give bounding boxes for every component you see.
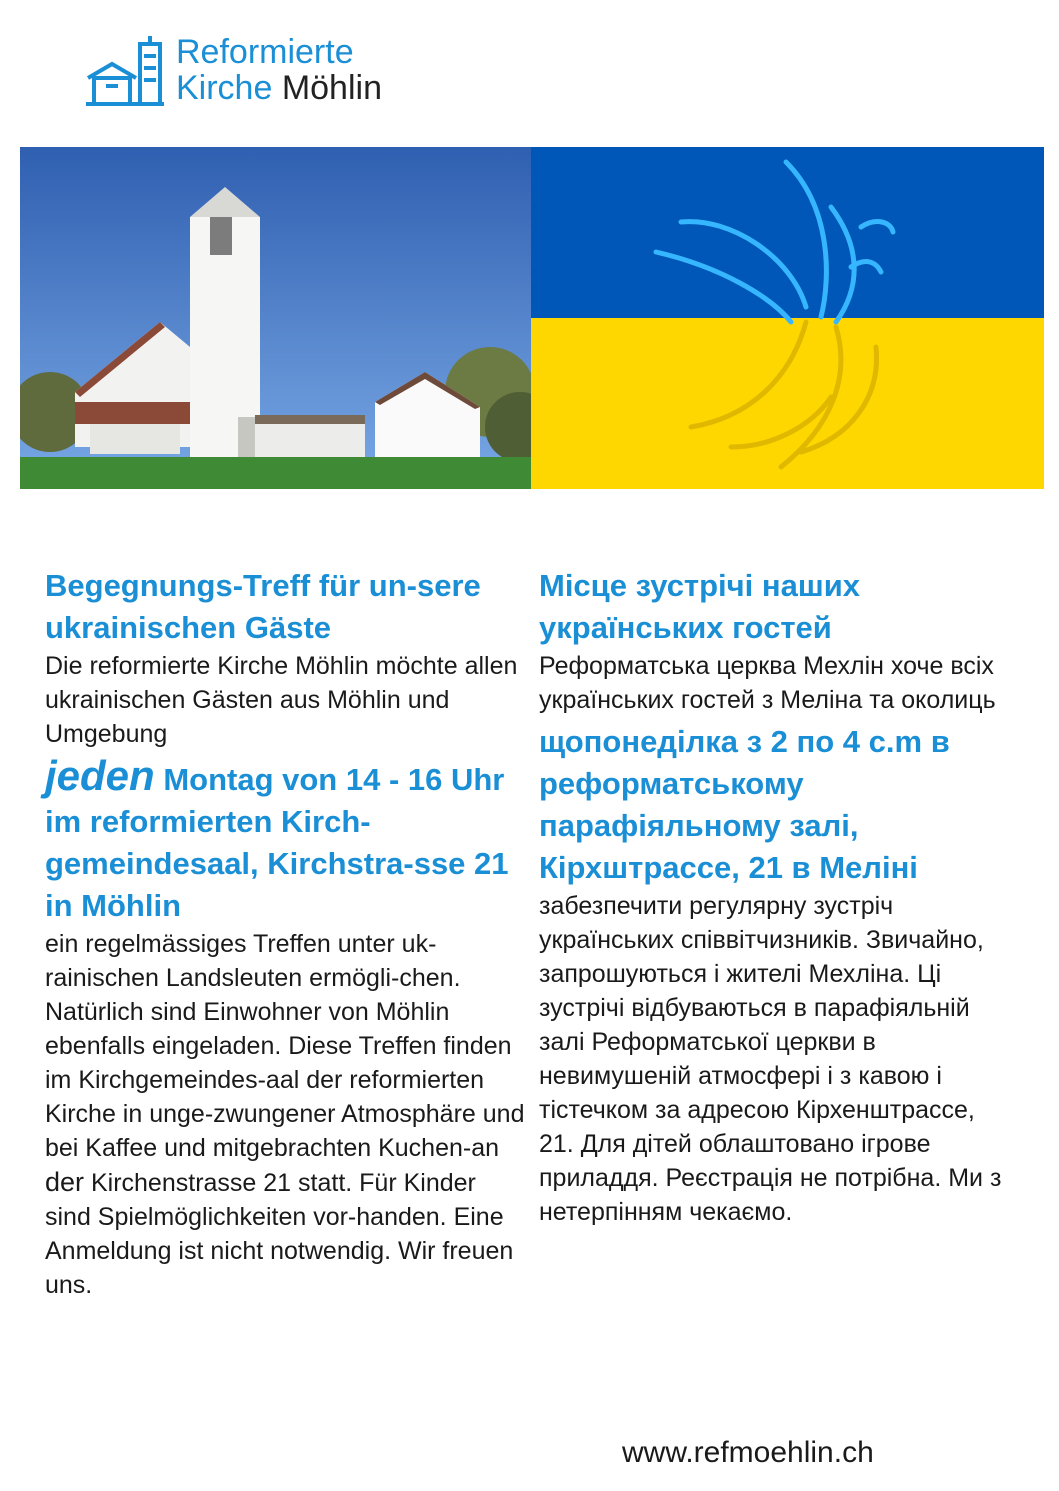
logo	[86, 34, 426, 114]
german-body-part-a: ein regelmässiges Treffen unter uk-rainischen Landsleuten ermögli-chen. Natürlich sind Einwohner von Möhlin ebenfalls eingeladen. Diese Treffen finden im Kirchgemeindes-aal der reformierten Kirche in unge-zwungener Atmosphäre und bei Kaffee und mitgebrachten Kuchen-an	[45, 930, 525, 1162]
logo-word-kirche: Kirche	[176, 69, 273, 107]
website-url[interactable]: www.refmoehlin.ch	[622, 1436, 874, 1469]
german-highlight-jeden: jeden	[45, 752, 155, 799]
banner	[20, 147, 1044, 489]
german-highlight	[45, 752, 525, 927]
ukrainian-body: забезпечити регулярну зустріч українських співвітчизників. Звичайно, запрошуються і жителі Мехліна. Ці зустрічі відбуваються в парафіяльній залі Реформатської церкви в невимушеній атмосфері і з кавою і тістечком за адресою Кірхенштрассе, 21. Для дітей облаштовано ігрове приладдя. Реєстрація не потрібна. Ми з нетерпінням чекаємо.	[539, 892, 1002, 1226]
german-body-der: der	[45, 1167, 85, 1197]
ukraine-dove-flag	[531, 147, 1044, 489]
ukrainian-heading: Місце зустрічі наших українських гостей	[539, 568, 860, 645]
german-intro: Die reformierte Kirche Möhlin möchte allen ukrainischen Gästen aus Möhlin und Umgebung	[45, 652, 518, 748]
logo-line-1: Reformierte	[176, 33, 354, 71]
church-logo-icon	[86, 34, 166, 108]
ukrainian-highlight: щопонеділка з 2 по 4 с.m в реформатському парафіяльному залі, Кірхштрассе, 21 в Меліні	[539, 724, 950, 885]
ukrainian-column	[539, 565, 1009, 1229]
logo-line-2	[176, 70, 382, 106]
german-body-part-b: Kirchenstrasse 21 statt. Für Kinder sind Spielmöglichkeiten vor-handen. Eine Anmeldung ist nicht notwendig. Wir freuen uns.	[45, 1169, 514, 1299]
german-heading: Begegnungs-Treff für un-sere ukrainischen Gäste	[45, 568, 481, 645]
logo-word-moehlin: Möhlin	[281, 69, 382, 107]
german-body	[45, 927, 525, 1302]
german-column	[45, 565, 525, 1302]
german-highlight-rest: Montag von 14 - 16 Uhr im reformierten Kirch-gemeindesaal, Kirchstra-sse 21 in Möhlin	[45, 762, 509, 923]
ukrainian-intro: Реформатська церква Мехлін хоче всіх українських гостей з Меліна та околиць	[539, 652, 996, 714]
logo-text	[176, 34, 382, 106]
church-photo	[20, 147, 531, 489]
